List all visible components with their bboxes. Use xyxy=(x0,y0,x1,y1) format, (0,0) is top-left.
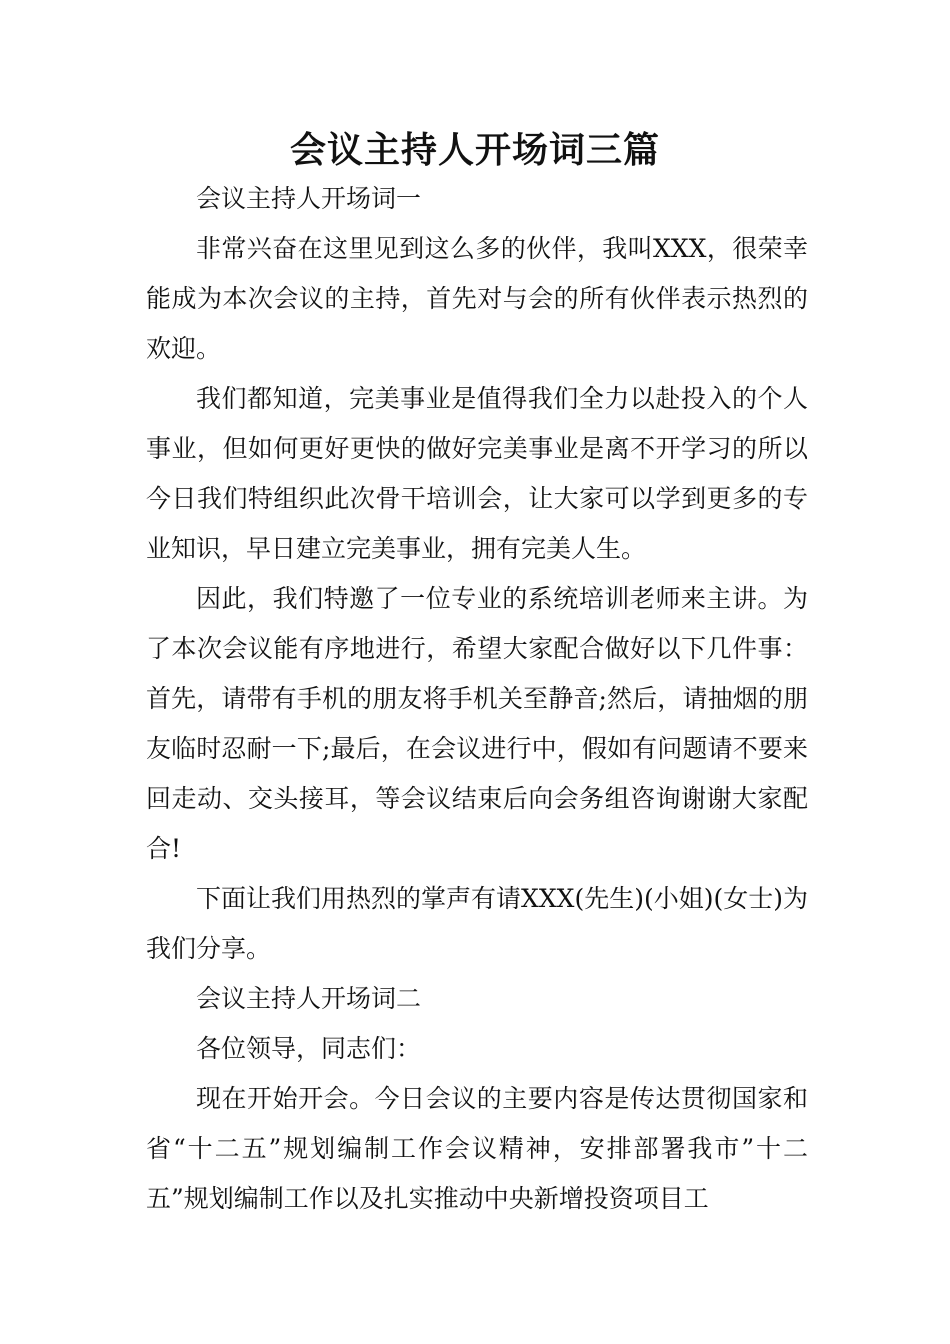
paragraph-meeting-start: 现在开始开会。今日会议的主要内容是传达贯彻国家和省“十二五”规划编制工作会议精神，安排部署我市”十二五”规划编制工作以及扎实推动中央新增投资项目工 xyxy=(146,1084,808,1213)
document-body xyxy=(146,174,808,1224)
paragraph-purpose: 我们都知道，完美事业是值得我们全力以赴投入的个人事业，但如何更好更快的做好完美事业是离不开学习的所以今日我们特组织此次骨干培训会，让大家可以学到更多的专业知识，早日建立完美事业，拥有完美人生。 xyxy=(146,384,808,563)
paragraph-introduction: 下面让我们用热烈的掌声有请XXX(先生)(小姐)(女士)为我们分享。 xyxy=(146,884,808,963)
paragraph-greeting: 非常兴奋在这里见到这么多的伙伴，我叫XXX，很荣幸能成为本次会议的主持，首先对与会的所有伙伴表示热烈的欢迎。 xyxy=(146,234,808,363)
paragraph-rules: 因此，我们特邀了一位专业的系统培训老师来主讲。为了本次会议能有序地进行，希望大家配合做好以下几件事：首先，请带有手机的朋友将手机关至静音;然后，请抽烟的朋友临时忍耐一下;最后，在会议进行中，假如有问题请不要来回走动、交头接耳，等会议结束后向会务组咨询谢谢大家配合! xyxy=(146,584,808,863)
paragraph-heading-1: 会议主持人开场词一 xyxy=(196,184,422,213)
paragraph-salutation: 各位领导，同志们： xyxy=(196,1034,422,1063)
document-title: 会议主持人开场词三篇 xyxy=(289,129,660,171)
paragraph-heading-2: 会议主持人开场词二 xyxy=(196,984,422,1013)
